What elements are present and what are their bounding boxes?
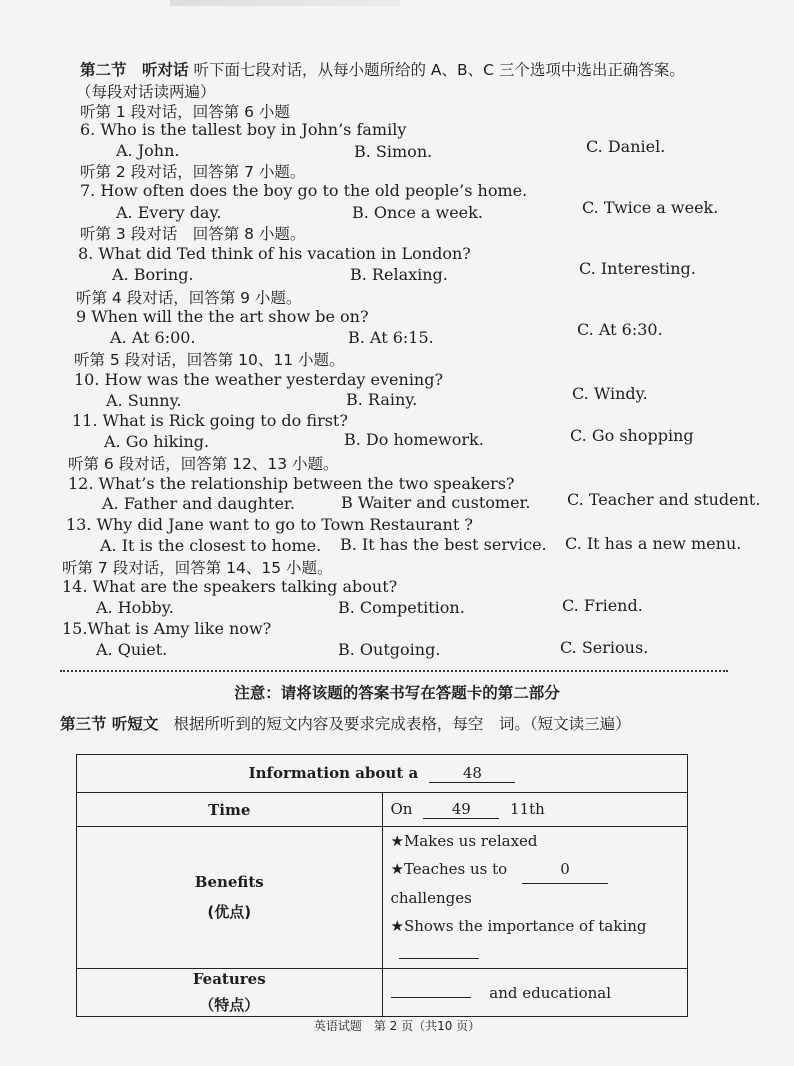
q6-option-c: C. Daniel. <box>586 137 666 156</box>
dotted-divider <box>60 670 728 672</box>
question-13: 13. Why did Jane want to go to Town Restaurant ? <box>66 515 473 534</box>
answer-note: 注意：请将该题的答案书写在答题卡的第二部分 <box>234 684 560 702</box>
benefits-cell <box>382 827 688 969</box>
q8-option-b: B. Relaxing. <box>350 265 448 284</box>
blank-52[interactable] <box>391 997 471 998</box>
question-6: 6. Who is the tallest boy in John’s family <box>80 120 407 139</box>
benefit-1: ★Makes us relaxed <box>390 832 538 850</box>
question-7: 7. How often does the boy go to the old people’s home. <box>80 181 528 200</box>
question-12: 12. What’s the relationship between the two speakers? <box>68 474 515 493</box>
table-row-features <box>77 969 688 1017</box>
q8-option-c: C. Interesting. <box>579 259 696 278</box>
group-7: 听第 7 段对话，回答第 14、15 小题。 <box>62 559 333 577</box>
section3-instruction: 根据所听到的短文内容及要求完成表格，每空 词。（短文读三遍） <box>173 715 631 733</box>
q13-option-b: B. It has the best service. <box>340 535 547 554</box>
blank-50[interactable]: 0 <box>522 855 608 884</box>
section2-title: 第二节 听对话 <box>80 61 189 79</box>
table-header-row <box>77 755 688 793</box>
table-row-time <box>77 793 688 827</box>
features-cell <box>382 969 688 1017</box>
q9-option-a: A. At 6:00. <box>110 328 196 347</box>
section3-heading <box>60 712 631 734</box>
q11-option-c: C. Go shopping <box>570 426 694 445</box>
q7-option-a: A. Every day. <box>116 203 222 222</box>
time-cell <box>382 793 688 827</box>
group-2: 听第 2 段对话，回答第 7 小题。 <box>80 163 306 181</box>
q13-option-a: A. It is the closest to home. <box>100 536 322 555</box>
q6-option-b: B. Simon. <box>354 142 433 161</box>
q14-option-a: A. Hobby. <box>96 598 174 617</box>
q15-option-b: B. Outgoing. <box>338 640 441 659</box>
benefit-2 <box>391 855 680 912</box>
time-suffix: 11th <box>510 800 545 818</box>
section2-instruction: 听下面七段对话，从每小题所给的 A、B、C 三个选项中选出正确答案。 <box>193 61 685 79</box>
q15-option-a: A. Quiet. <box>96 640 168 659</box>
group-1: 听第 1 段对话，回答第 6 小题 <box>80 103 290 121</box>
q8-option-a: A. Boring. <box>112 265 194 284</box>
benefit-2-suffix: challenges <box>390 889 472 907</box>
q15-option-c: C. Serious. <box>560 638 649 657</box>
group-4: 听第 4 段对话，回答第 9 小题。 <box>76 289 302 307</box>
q9-option-c: C. At 6:30. <box>577 320 663 339</box>
benefits-label-cn: (优点) <box>207 903 252 921</box>
section2-heading <box>80 58 685 80</box>
benefit-3-text: ★Shows the importance of taking <box>390 917 647 935</box>
q7-option-b: B. Once a week. <box>352 203 483 222</box>
question-10: 10. How was the weather yesterday evening? <box>74 370 444 389</box>
section3-title: 第三节 听短文 <box>60 715 159 733</box>
benefits-label: Benefits <box>194 873 264 891</box>
benefit-3 <box>391 912 680 968</box>
q10-option-a: A. Sunny. <box>106 391 182 410</box>
info-table <box>76 754 688 1017</box>
q9-option-b: B. At 6:15. <box>348 328 434 347</box>
q12-option-a: A. Father and daughter. <box>102 494 295 513</box>
q11-option-a: A. Go hiking. <box>104 432 210 451</box>
section2-instruction2: （每段对话读两遍） <box>76 83 216 101</box>
table-header-cell <box>77 755 688 793</box>
question-15: 15.What is Amy like now? <box>62 619 272 638</box>
features-label-cn: （特点） <box>199 996 260 1014</box>
q14-option-c: C. Friend. <box>562 596 643 615</box>
group-3: 听第 3 段对话 回答第 8 小题。 <box>80 225 306 243</box>
question-11: 11. What is Rick going to do first? <box>72 411 348 430</box>
group-5: 听第 5 段对话，回答第 10、11 小题。 <box>74 351 345 369</box>
header-label: Information about a <box>248 764 419 782</box>
blank-48[interactable]: 48 <box>429 764 515 783</box>
features-label: Features <box>192 970 266 988</box>
q6-option-a: A. John. <box>116 141 180 160</box>
benefit-2-prefix: ★Teaches us to <box>390 860 508 878</box>
question-14: 14. What are the speakers talking about? <box>62 577 398 596</box>
q12-option-c: C. Teacher and student. <box>567 490 761 509</box>
question-9: 9 When will the the art show be on? <box>76 307 369 326</box>
features-suffix: and educational <box>489 983 611 1002</box>
q10-option-b: B. Rainy. <box>346 390 418 409</box>
q7-option-c: C. Twice a week. <box>582 198 719 217</box>
blank-49[interactable]: 49 <box>423 800 499 819</box>
table-row-benefits <box>77 827 688 969</box>
top-scrap <box>170 0 400 6</box>
features-label-cell <box>77 969 383 1017</box>
q11-option-b: B. Do homework. <box>344 430 484 449</box>
benefits-label-cell <box>77 827 383 969</box>
question-8: 8. What did Ted think of his vacation in London? <box>78 244 471 263</box>
time-label: Time <box>77 793 383 827</box>
group-6: 听第 6 段对话，回答第 12、13 小题。 <box>68 455 339 473</box>
q10-option-c: C. Windy. <box>572 384 648 403</box>
q13-option-c: C. It has a new menu. <box>565 534 742 553</box>
q14-option-b: B. Competition. <box>338 598 465 617</box>
page-footer: 英语试题 第 2 页（共10 页） <box>313 1019 481 1033</box>
q12-option-b: B Waiter and customer. <box>341 493 531 512</box>
blank-51[interactable] <box>399 958 479 959</box>
time-prefix: On <box>390 800 413 818</box>
